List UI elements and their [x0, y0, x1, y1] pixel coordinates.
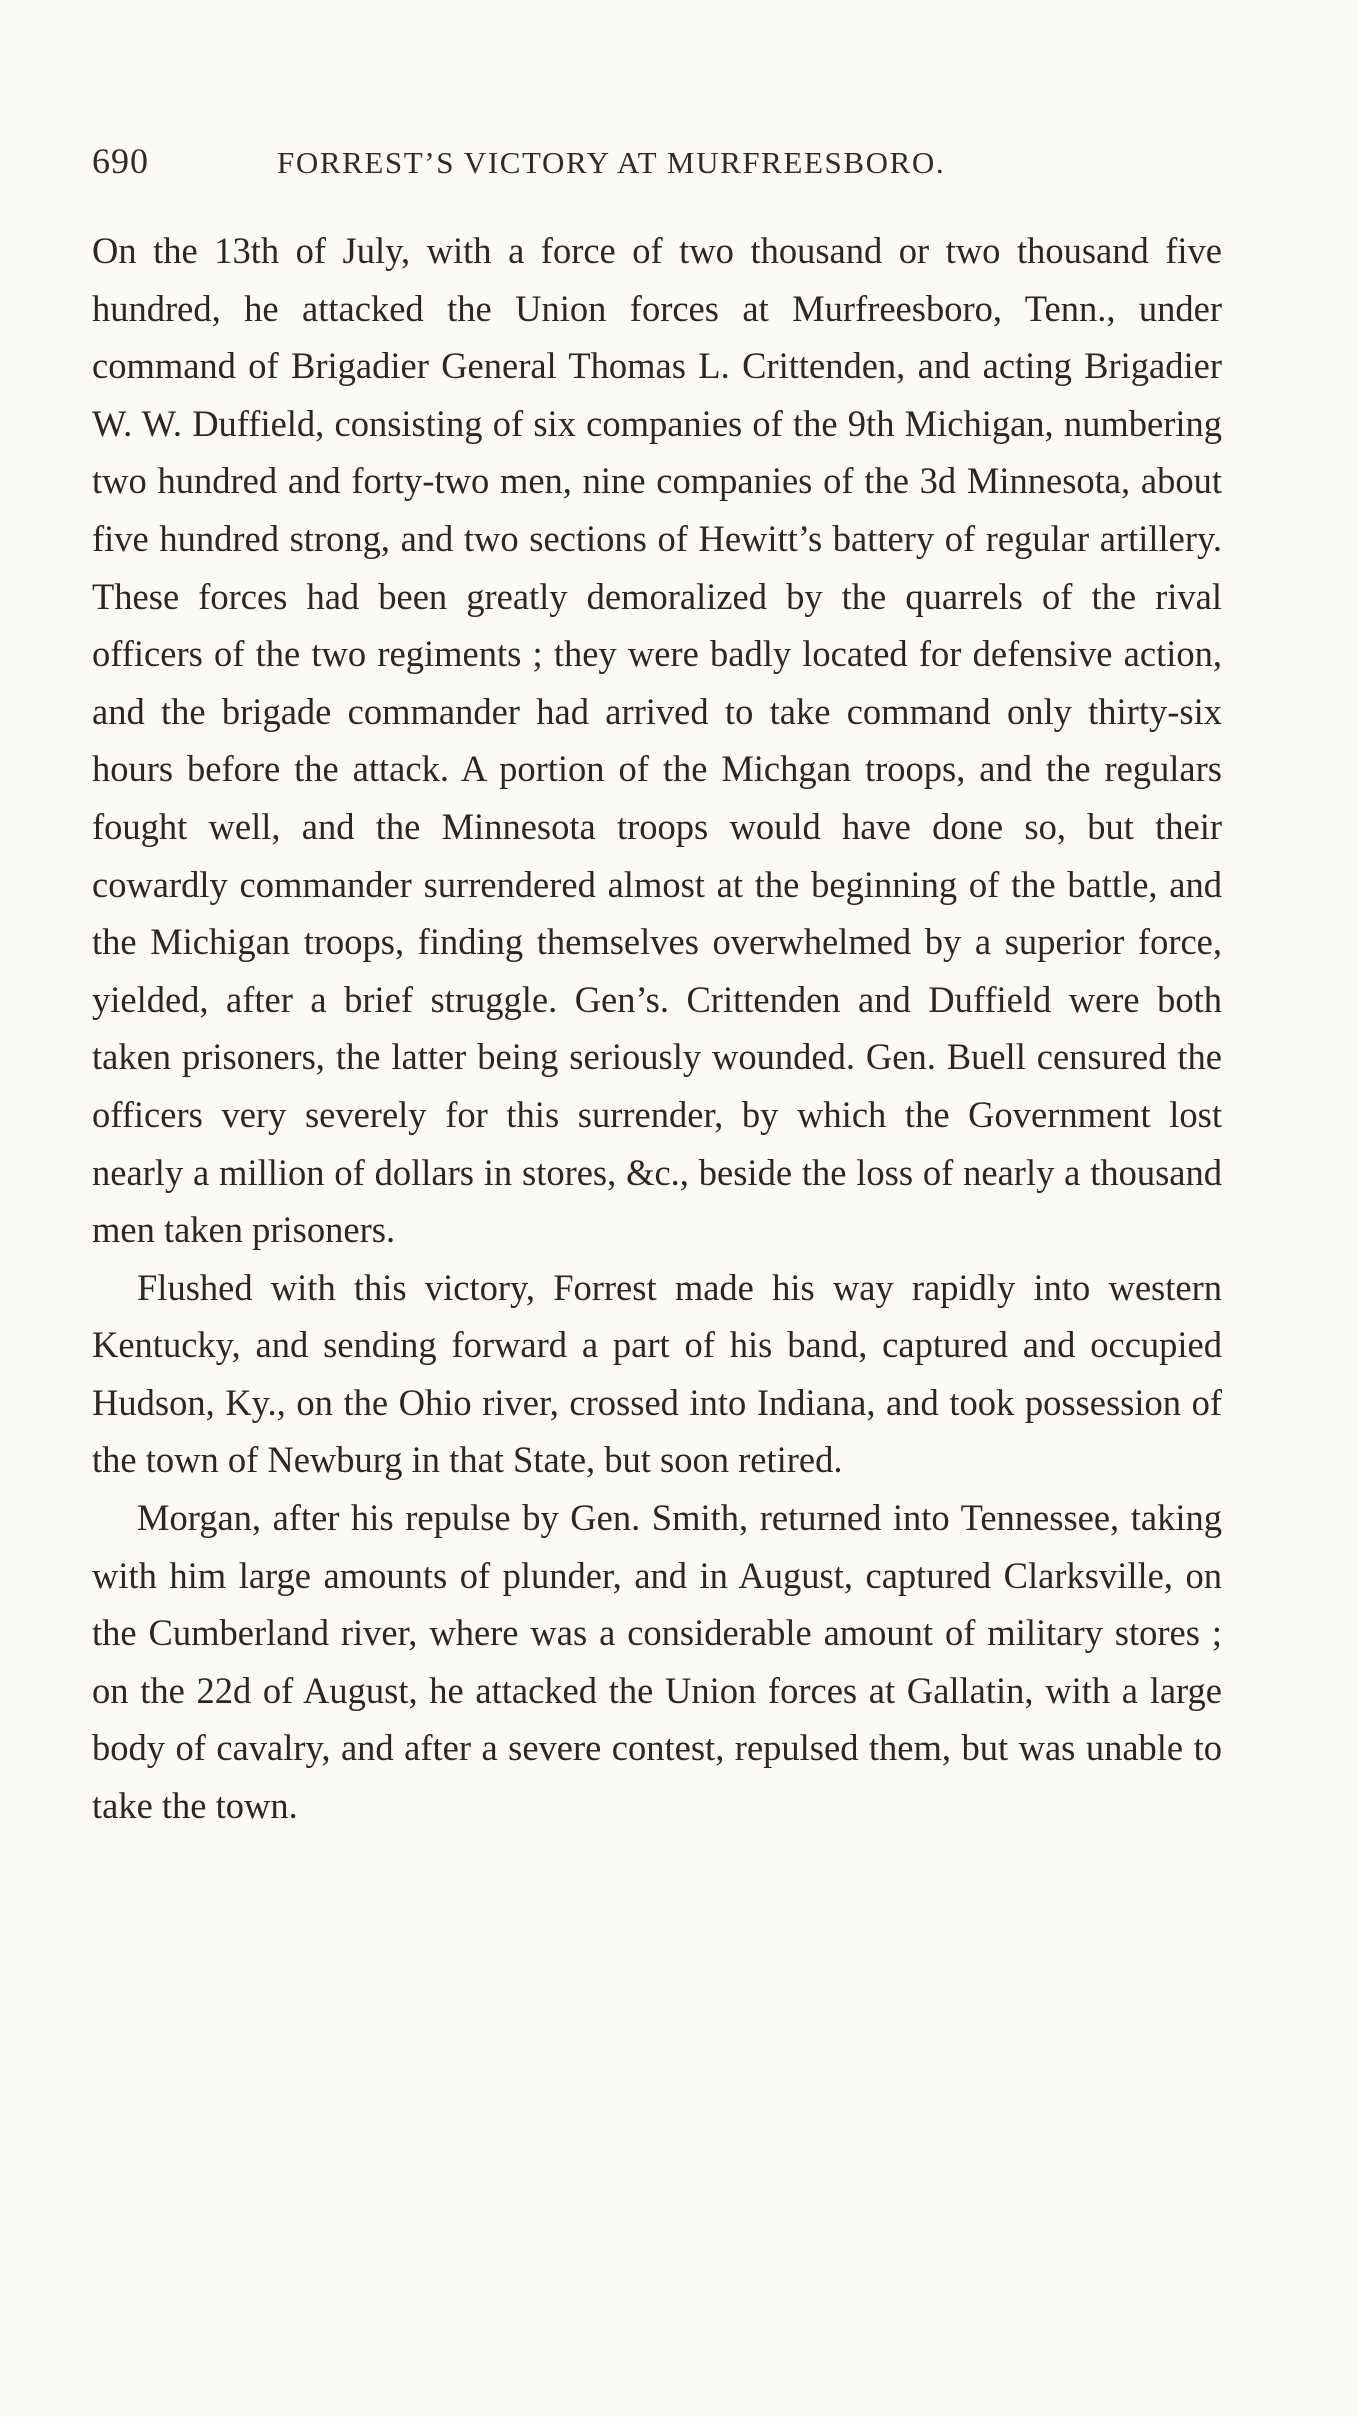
running-title: FORREST’S VICTORY AT MURFREESBORO.	[277, 145, 946, 180]
paragraph-forrest-kentucky: Flushed with this victory, Forrest made his way rapidly into western Kentucky, and sending forward a part of his band, captured and occupied Hudson, Ky., on the Ohio river, crossed into Indiana, and took possession of the town of Newburg in that State, but soon retired.	[92, 1266, 1222, 1481]
body-text	[92, 222, 1222, 1835]
page-number: 690	[92, 141, 149, 181]
paragraph-murfreesboro-attack: On the 13th of July, with a force of two thousand or two thousand five hundred, he attacked the Union forces at Murfreesboro, Tenn., under command of Brigadier General Thomas L. Crittenden, and acting Brigadier W. W. Duffield, consisting of six companies of the 9th Michigan, numbering two hundred and forty-two men, nine companies of the 3d Minnesota, about five hundred strong, and two sections of Hewitt’s battery of regular artillery. These forces had been greatly demoralized by the quarrels of the rival officers of the two regiments ; they were badly located for defensive action, and the brigade commander had arrived to take command only thirty-six hours before the attack. A portion of the Michgan troops, and the regulars fought well, and the Minnesota troops would have done so, but their cowardly commander surrendered almost at the beginning of the battle, and the Michigan troops, finding themselves overwhelmed by a superior force, yielded, after a brief struggle. Gen’s. Crittenden and Duffield were both taken prisoners, the latter being seriously wounded. Gen. Buell censured the officers very severely for this surrender, by which the Government lost nearly a million of dollars in stores, &c., beside the loss of nearly a thousand men taken prisoners.	[92, 230, 1222, 1251]
running-head	[92, 140, 1222, 200]
paragraph-morgan-tennessee: Morgan, after his repulse by Gen. Smith, returned into Tennessee, taking with him large amounts of plunder, and in August, captured Clarksville, on the Cumberland river, where was a considerable amount of military stores ; on the 22d of August, he attacked the Union forces at Gallatin, with a large body of cavalry, and after a severe contest, repulsed them, but was unable to take the town.	[92, 1497, 1222, 1827]
book-page	[92, 140, 1222, 1835]
